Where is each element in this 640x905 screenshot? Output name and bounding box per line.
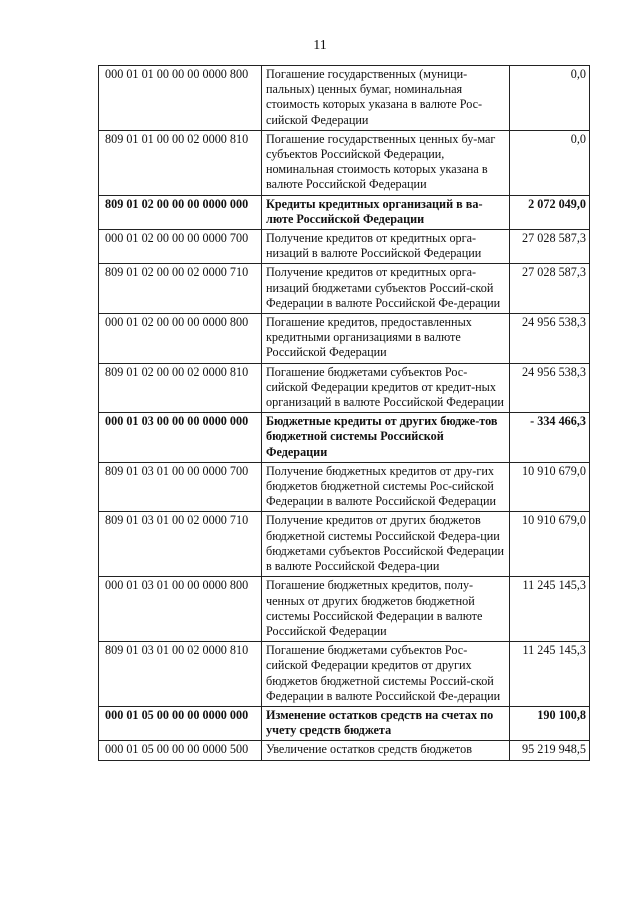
item-name-cell: Погашение кредитов, предоставленных кредитными организациями в валюте Российской Федерации [262, 314, 510, 364]
budget-code-cell: 000 01 03 00 00 00 0000 000 [99, 413, 262, 463]
item-name-cell: Кредиты кредитных организаций в ва-люте Российской Федерации [262, 195, 510, 229]
amount-cell: 95 219 948,5 [510, 741, 590, 760]
item-name-cell: Погашение государственных (муници-пальных) ценных бумаг, номинальная стоимость которых указана в валюте Рос-сийской Федерации [262, 66, 510, 131]
item-name-cell: Получение кредитов от кредитных орга-низаций бюджетами субъектов Россий-ской Федерации в валюте Российской Фе-дерации [262, 264, 510, 314]
amount-cell: 27 028 587,3 [510, 230, 590, 264]
amount-cell: 2 072 049,0 [510, 195, 590, 229]
budget-code-cell: 809 01 01 00 00 02 0000 810 [99, 130, 262, 195]
amount-cell: - 334 466,3 [510, 413, 590, 463]
item-name-cell: Получение кредитов от других бюджетов бюджетной системы Российской Федера-ции бюджетами субъектов Российской Федерации в валюте Российской Федера-ции [262, 512, 510, 577]
item-name-cell: Получение бюджетных кредитов от дру-гих бюджетов бюджетной системы Рос-сийской Федерации в валюте Российской Федерации [262, 462, 510, 512]
budget-code-cell: 809 01 03 01 00 02 0000 810 [99, 642, 262, 707]
item-name-cell: Изменение остатков средств на счетах по учету средств бюджета [262, 706, 510, 740]
budget-code-cell: 000 01 03 01 00 00 0000 800 [99, 577, 262, 642]
table-row [99, 413, 590, 463]
budget-code-cell: 809 01 02 00 00 00 0000 000 [99, 195, 262, 229]
item-name-cell: Погашение государственных ценных бу-маг субъектов Российской Федерации, номинальная стоимость которых указана в валюте Российской Федерации [262, 130, 510, 195]
table-row [99, 264, 590, 314]
budget-code-cell: 000 01 05 00 00 00 0000 500 [99, 741, 262, 760]
table-row [99, 195, 590, 229]
table-row [99, 66, 590, 131]
amount-cell: 10 910 679,0 [510, 512, 590, 577]
item-name-cell: Погашение бюджетами субъектов Рос-сийской Федерации кредитов от других бюджетов бюджетной системы Россий-ской Федерации в валюте Российской Фе-дерации [262, 642, 510, 707]
amount-cell: 190 100,8 [510, 706, 590, 740]
amount-cell: 11 245 145,3 [510, 642, 590, 707]
table-row [99, 706, 590, 740]
item-name-cell: Погашение бюджетных кредитов, полу-ченных от других бюджетов бюджетной системы Российской Федерации в валюте Российской Федерации [262, 577, 510, 642]
amount-cell: 24 956 538,3 [510, 363, 590, 413]
amount-cell: 10 910 679,0 [510, 462, 590, 512]
item-name-cell: Бюджетные кредиты от других бюдже-тов бюджетной системы Российской Федерации [262, 413, 510, 463]
amount-cell: 0,0 [510, 66, 590, 131]
table-row [99, 130, 590, 195]
amount-cell: 24 956 538,3 [510, 314, 590, 364]
budget-code-cell: 809 01 02 00 00 02 0000 710 [99, 264, 262, 314]
budget-code-cell: 809 01 03 01 00 00 0000 700 [99, 462, 262, 512]
budget-code-cell: 809 01 03 01 00 02 0000 710 [99, 512, 262, 577]
amount-cell: 0,0 [510, 130, 590, 195]
item-name-cell: Получение кредитов от кредитных орга-низаций в валюте Российской Федерации [262, 230, 510, 264]
budget-sources-table [98, 65, 590, 761]
item-name-cell: Увеличение остатков средств бюджетов [262, 741, 510, 760]
amount-cell: 27 028 587,3 [510, 264, 590, 314]
item-name-cell: Погашение бюджетами субъектов Рос-сийской Федерации кредитов от кредит-ных организаций в валюте Российской Федерации [262, 363, 510, 413]
table-row [99, 741, 590, 760]
budget-code-cell: 000 01 01 00 00 00 0000 800 [99, 66, 262, 131]
table-row [99, 314, 590, 364]
budget-code-cell: 000 01 02 00 00 00 0000 700 [99, 230, 262, 264]
budget-code-cell: 000 01 05 00 00 00 0000 000 [99, 706, 262, 740]
page-number: 11 [313, 38, 327, 53]
table-row [99, 363, 590, 413]
table-row [99, 230, 590, 264]
table-row [99, 512, 590, 577]
budget-code-cell: 000 01 02 00 00 00 0000 800 [99, 314, 262, 364]
amount-cell: 11 245 145,3 [510, 577, 590, 642]
table-body [99, 66, 590, 761]
table-row [99, 642, 590, 707]
budget-code-cell: 809 01 02 00 00 02 0000 810 [99, 363, 262, 413]
table-row [99, 577, 590, 642]
table-row [99, 462, 590, 512]
